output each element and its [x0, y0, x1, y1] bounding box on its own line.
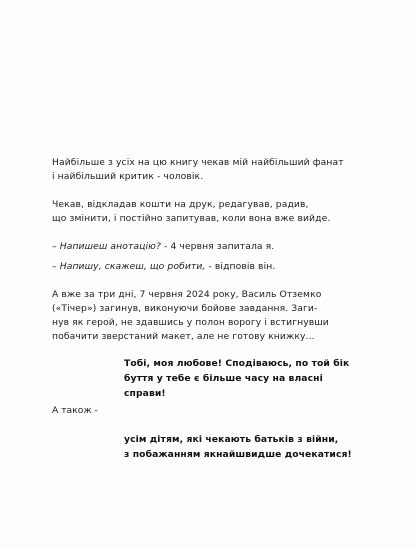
dialog-quote: – Напишу, скажеш, що робити,: [52, 261, 206, 272]
paragraph-husband-fan: [52, 156, 366, 184]
dialog-attribution: - відповів він.: [205, 261, 276, 272]
dialog-attribution: - 4 червня запитала я.: [160, 241, 275, 252]
dialog-line-question: [52, 240, 366, 254]
text-line: що змінити, і постійно запитував, коли вона вже вийде.: [52, 213, 331, 224]
dedication-line: Тобі, моя любове! Сподіваюсь, по той бік: [124, 358, 350, 369]
text-line: і найбільший критик - чоловік.: [52, 171, 204, 182]
text-line: нув як герой, не здавшись у полон ворогу і встигнувши: [52, 317, 329, 328]
dedication-line: справи!: [124, 388, 166, 399]
text-line: («Тічер») загинув, виконуючи бойове завдання. Заги-: [52, 303, 318, 314]
dialog-quote: – Напишеш анотацію?: [52, 241, 161, 252]
text-line: Найбільше з усіх на цю книгу чекав мій найбільший фанат: [52, 157, 344, 168]
paragraph-memorial: [52, 288, 366, 344]
dialog-line: [52, 240, 366, 254]
dedication-line: з побажанням якнайшвидше дочекатися!: [124, 449, 352, 460]
text-line: побачити зверстаний макет, але не готову книжку...: [52, 331, 315, 342]
paragraph-waiting: [52, 198, 366, 226]
also-label: А також -: [52, 405, 98, 416]
dedication-to-children: [124, 432, 374, 462]
dedication-line: усім дітям, які чекають батьків з війни,: [124, 434, 339, 445]
dialog-line-answer: [52, 260, 366, 274]
dialog-line: [52, 260, 366, 274]
text-line: Чекав, відкладав кошти на друк, редагував, радив,: [52, 199, 309, 210]
text-line: А вже за три дні, 7 червня 2024 року, Василь Отземко: [52, 289, 322, 300]
dedication-to-love: [124, 356, 364, 401]
dedication-line: буття у тебе є більше часу на власні: [124, 373, 323, 384]
